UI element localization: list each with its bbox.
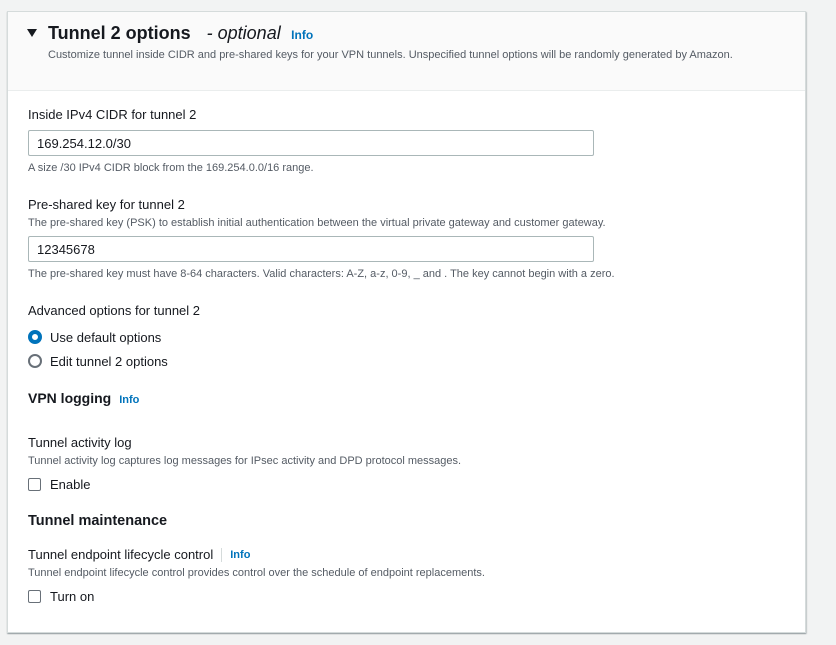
activity-log-description: Tunnel activity log captures log messages for IPsec activity and DPD protocol messages. [28,455,462,467]
info-divider [221,548,222,562]
tunnel-maintenance-heading: Tunnel maintenance [28,513,168,529]
tunnel-2-options-panel [7,11,806,633]
optional-label: - optional [206,23,281,43]
radio-use-default-label: Use default options [50,329,162,345]
panel-description: Customize tunnel inside CIDR and pre-shared keys for your VPN tunnels. Unspecified tunnel options will be randomly generated by Amazon. [48,49,733,61]
lifecycle-description: Tunnel endpoint lifecycle control provides control over the schedule of endpoint replacements. [28,567,485,579]
psk-hint: The pre-shared key must have 8-64 characters. Valid characters: A-Z, a-z, 0-9, _ and . The key cannot begin with a zero. [28,268,615,280]
radio-checked-icon[interactable] [28,330,42,344]
panel-title[interactable]: Tunnel 2 options [48,23,191,43]
title-row [48,23,313,44]
caret-down-icon[interactable] [27,29,37,37]
panel-header [8,12,805,91]
radio-unchecked-icon[interactable] [28,354,42,368]
psk-input[interactable] [28,236,594,262]
enable-label: Enable [50,476,91,492]
psk-label: Pre-shared key for tunnel 2 [28,197,185,212]
checkbox-icon[interactable] [28,590,41,603]
inside-cidr-label: Inside IPv4 CIDR for tunnel 2 [28,107,197,122]
radio-use-default[interactable] [28,328,161,346]
lifecycle-control-label: Tunnel endpoint lifecycle control [28,547,214,562]
inside-cidr-hint: A size /30 IPv4 CIDR block from the 169.254.0.0/16 range. [28,162,314,174]
radio-edit-options-label: Edit tunnel 2 options [50,353,168,369]
lifecycle-control-label-row [28,547,250,562]
inside-cidr-input[interactable] [28,130,594,156]
vpn-logging-info-link[interactable]: Info [119,394,140,406]
vpn-logging-title: VPN logging [28,390,112,406]
turn-on-label: Turn on [50,588,95,604]
lifecycle-info-link[interactable]: Info [230,548,251,561]
advanced-options-label: Advanced options for tunnel 2 [28,303,201,318]
radio-edit-options[interactable] [28,352,168,370]
enable-activity-log[interactable] [28,475,90,493]
activity-log-label: Tunnel activity log [28,435,132,450]
psk-description: The pre-shared key (PSK) to establish initial authentication between the virtual private gateway and customer gateway. [28,217,606,229]
turn-on-lifecycle[interactable] [28,587,94,605]
vpn-logging-heading [28,390,139,406]
header-info-link[interactable]: Info [291,28,314,42]
checkbox-icon[interactable] [28,478,41,491]
